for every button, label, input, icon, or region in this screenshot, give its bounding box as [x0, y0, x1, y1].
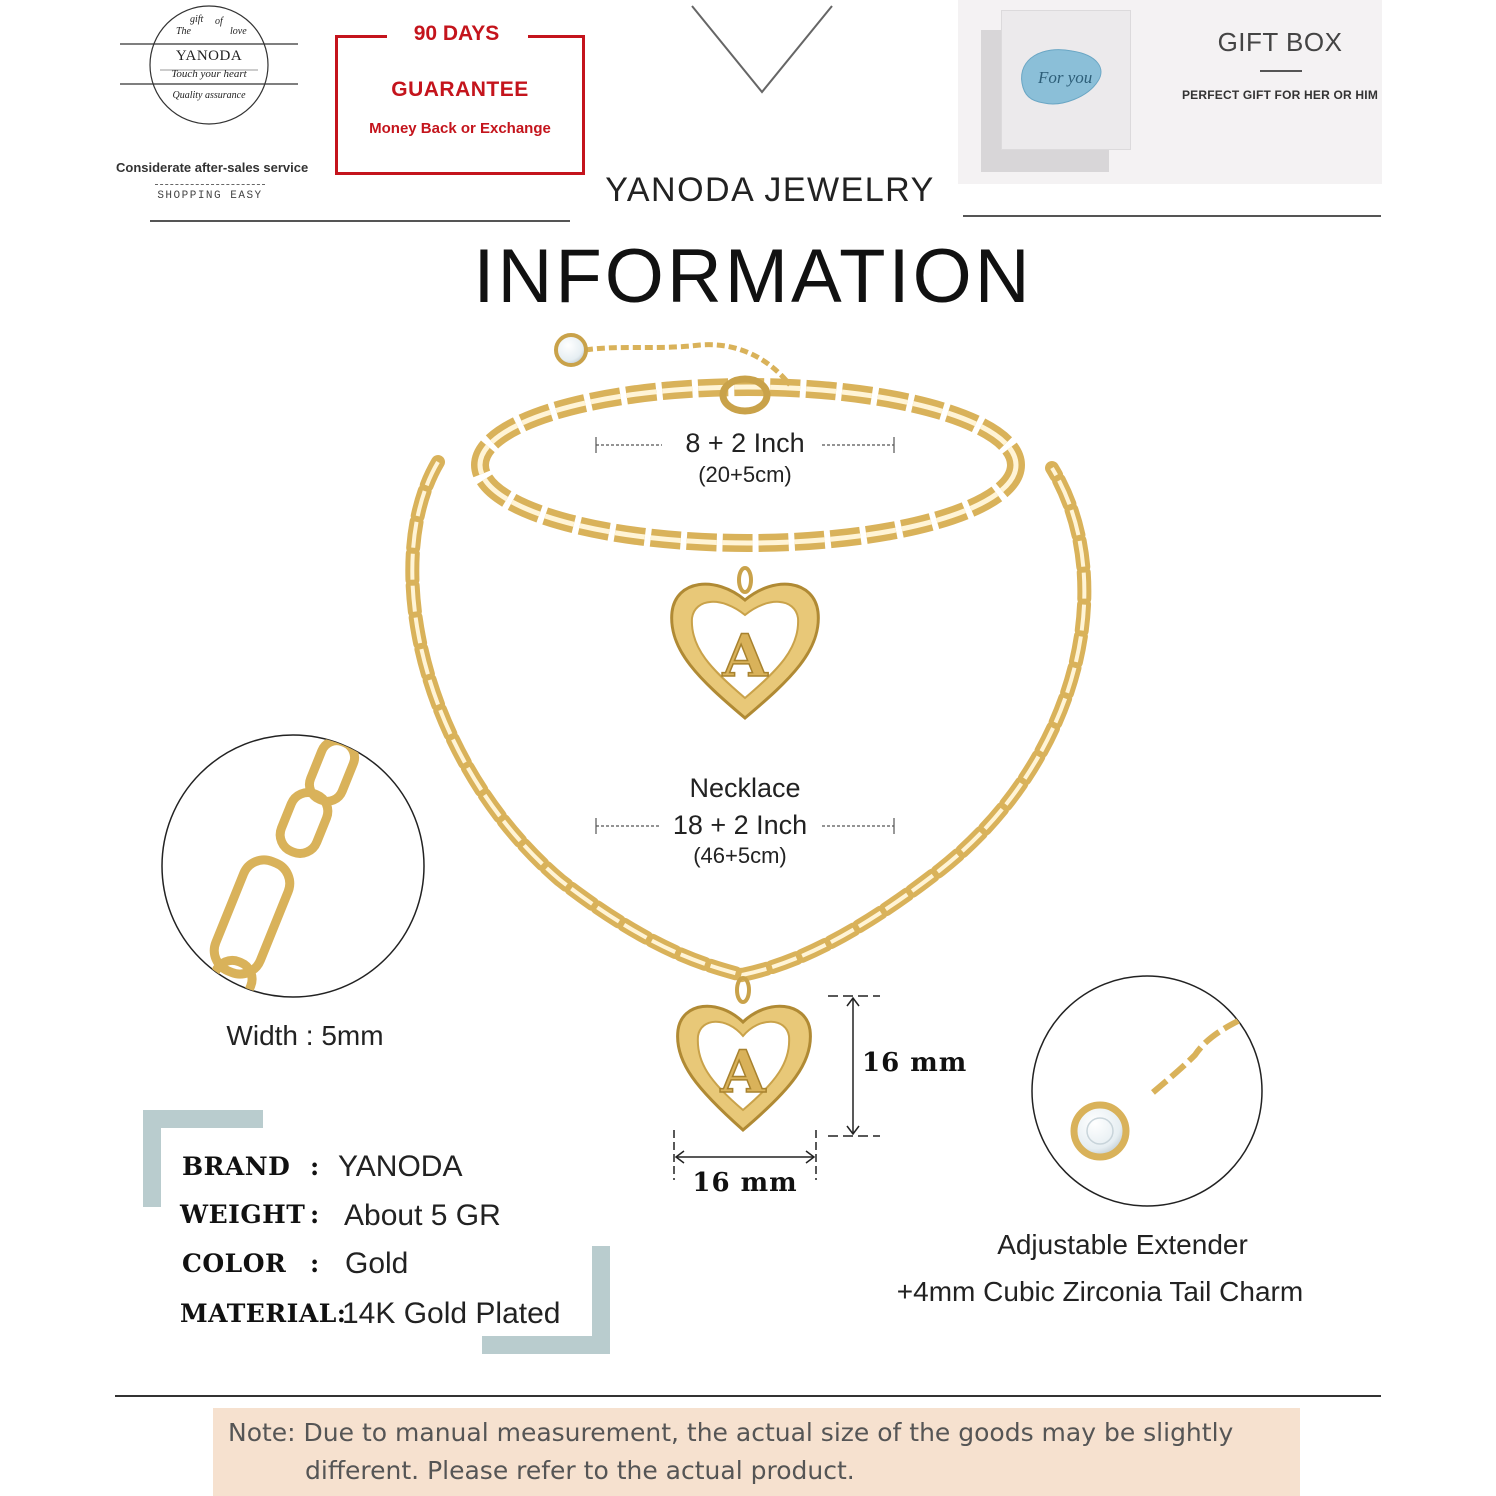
- tail-charm-label: +4mm Cubic Zirconia Tail Charm: [896, 1276, 1304, 1307]
- spec-value-weight: About 5 GR: [344, 1199, 501, 1232]
- seal-brand: YANODA: [175, 48, 243, 64]
- page-title: INFORMATION: [473, 234, 1033, 319]
- spec-label-brand: BRAND: [182, 1152, 291, 1181]
- necklace-label: Necklace: [689, 773, 801, 803]
- guarantee-title: GUARANTEE: [391, 78, 529, 101]
- spec-label-material: MATERIAL:: [180, 1299, 347, 1328]
- guarantee-subtitle: Money Back or Exchange: [369, 120, 551, 137]
- chain-width-label: Width : 5mm: [226, 1020, 384, 1051]
- note-line-2: different. Please refer to the actual product.: [305, 1456, 855, 1485]
- spec-colon-color: :: [310, 1249, 320, 1278]
- svg-text:The: The: [176, 26, 191, 37]
- spec-value-material: 14K Gold Plated: [342, 1297, 561, 1330]
- spec-colon-brand: :: [310, 1152, 320, 1181]
- gift-box-subtitle: PERFECT GIFT FOR HER OR HIM: [1181, 88, 1379, 102]
- spec-label-weight: WEIGHT: [180, 1200, 306, 1229]
- note-text: [228, 1414, 1288, 1490]
- brand-jewelry-title: YANODA JEWELRY: [605, 171, 935, 209]
- svg-text:gift: gift: [190, 14, 204, 25]
- seal-tagline: Touch your heart: [171, 68, 247, 80]
- spec-value-color: Gold: [345, 1247, 409, 1280]
- seal-quality: Quality assurance: [172, 90, 246, 101]
- after-sales-text: Considerate after-sales service: [116, 160, 309, 175]
- guarantee-days: 90 DAYS: [413, 22, 500, 45]
- svg-text:A: A: [720, 1038, 766, 1106]
- svg-text:A: A: [722, 622, 768, 690]
- spec-colon-weight: :: [310, 1200, 320, 1229]
- gift-box-title: GIFT BOX: [1217, 27, 1343, 57]
- necklace-heart-pendant: [678, 978, 811, 1130]
- necklace-length: 18 + 2 Inch: [672, 810, 808, 840]
- bracelet-heart-pendant: [672, 568, 819, 718]
- shopping-easy-text: SHOPPING EASY: [157, 190, 263, 202]
- extender-label: Adjustable Extender: [997, 1229, 1248, 1260]
- necklace-length-cm: (46+5cm): [693, 843, 787, 868]
- spec-label-color: COLOR: [182, 1249, 287, 1278]
- svg-text:of: of: [215, 16, 223, 27]
- svg-text:For you: For you: [1038, 68, 1093, 87]
- spec-value-brand: YANODA: [338, 1150, 463, 1183]
- bracelet-length-cm: (20+5cm): [698, 462, 792, 487]
- pendant-height-label: 16 mm: [862, 1048, 968, 1078]
- bracelet-length: 8 + 2 Inch: [685, 428, 805, 458]
- svg-text:love: love: [230, 26, 247, 37]
- extender-zoom: [1032, 976, 1262, 1206]
- chain-width-zoom: [162, 735, 424, 1023]
- note-line-1: Note: Due to manual measurement, the actual size of the goods may be slightly: [228, 1418, 1234, 1447]
- footer-divider: [115, 1395, 1381, 1397]
- bracelet-gem-charm: [556, 335, 586, 365]
- pendant-width-label: 16 mm: [692, 1168, 798, 1198]
